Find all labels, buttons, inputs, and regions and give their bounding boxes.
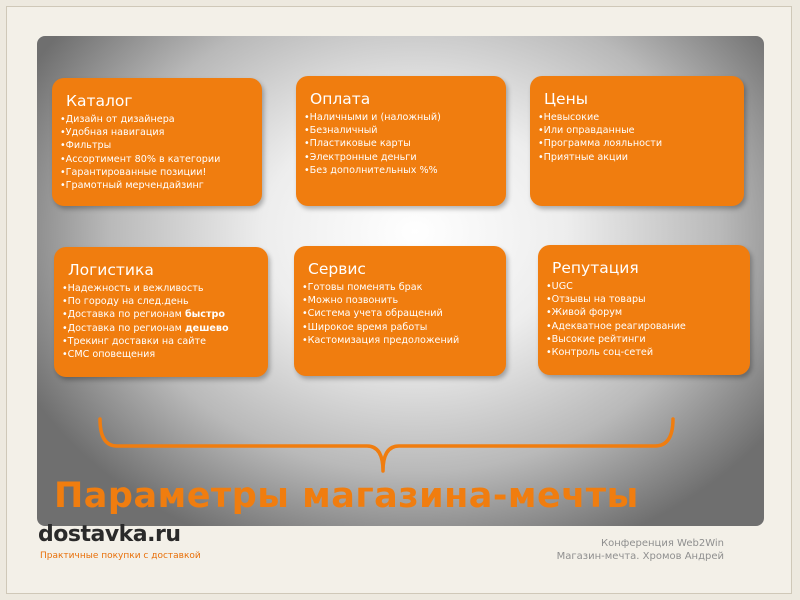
card-service	[294, 246, 506, 376]
list-item: • Ассортимент 80% в категории	[60, 153, 256, 166]
brand-logo: dostavka.ru	[38, 522, 181, 547]
card-reputation	[538, 245, 750, 375]
curly-brace	[95, 416, 681, 476]
brand-tagline: Практичные покупки с доставкой	[40, 551, 201, 561]
list-item: • Электронные деньги	[304, 151, 500, 164]
card-payment	[296, 76, 506, 206]
list-item-text: Доставка по регионам	[67, 309, 185, 321]
list-item: • Приятные акции	[538, 151, 738, 164]
card-prices	[530, 76, 744, 206]
list-item: • Наличными и (наложный)	[304, 111, 500, 124]
emphasis-text: быстро	[184, 309, 226, 321]
list-item: • Грамотный мерчендайзинг	[60, 179, 256, 192]
list-item: • Надежность и вежливость	[62, 282, 262, 295]
list-item: • Программа лояльности	[538, 137, 738, 150]
footer-author: Магазин-мечта. Хромов Андрей	[556, 551, 724, 562]
list-item: • Пластиковые карты	[304, 137, 500, 150]
list-item: • UGC	[546, 280, 744, 293]
card-logistics	[54, 247, 268, 377]
list-item: • Отзывы на товары	[546, 293, 744, 306]
list-item: • Гарантированные позиции!	[60, 166, 256, 179]
footer	[557, 537, 724, 563]
card-list	[302, 281, 500, 347]
list-item: • Можно позвонить	[302, 294, 500, 307]
list-item-text: Доставка по регионам	[67, 322, 185, 334]
list-item: • Система учета обращений	[302, 307, 500, 320]
card-list	[304, 111, 500, 177]
card-title: Каталог	[66, 92, 133, 110]
list-item: • Адекватное реагирование	[546, 320, 744, 333]
footer-conference: Конференция Web2Win	[601, 538, 724, 549]
list-item: • Готовы поменять брак	[302, 281, 500, 294]
list-item: • Контроль соц-сетей	[546, 346, 744, 359]
slide-title: Параметры магазина-мечты	[54, 476, 639, 516]
list-item: • По городу на след.день	[62, 295, 262, 308]
card-title: Логистика	[68, 261, 154, 279]
card-list	[546, 280, 744, 359]
card-list	[60, 113, 256, 192]
list-item: • СМС оповещения	[62, 348, 262, 361]
list-item	[62, 308, 262, 321]
card-catalog	[52, 78, 262, 206]
list-item: • Или оправданные	[538, 124, 738, 137]
list-item: • Дизайн от дизайнера	[60, 113, 256, 126]
card-title: Оплата	[310, 90, 371, 108]
list-item: • Безналичный	[304, 124, 500, 137]
list-item: • Трекинг доставки на сайте	[62, 335, 262, 348]
list-item	[62, 322, 262, 335]
card-title: Сервис	[308, 260, 366, 278]
card-list	[538, 111, 738, 164]
list-item: • Кастомизация предоложений	[302, 334, 500, 347]
list-item: • Широкое время работы	[302, 321, 500, 334]
list-item: • Живой форум	[546, 306, 744, 319]
emphasis-text: дешево	[184, 322, 229, 334]
card-title: Цены	[544, 90, 588, 108]
card-list	[62, 282, 262, 361]
list-item: • Высокие рейтинги	[546, 333, 744, 346]
card-title: Репутация	[552, 259, 639, 277]
list-item: • Удобная навигация	[60, 126, 256, 139]
list-item: • Невысокие	[538, 111, 738, 124]
list-item: • Фильтры	[60, 139, 256, 152]
list-item: • Без дополнительных %%	[304, 164, 500, 177]
